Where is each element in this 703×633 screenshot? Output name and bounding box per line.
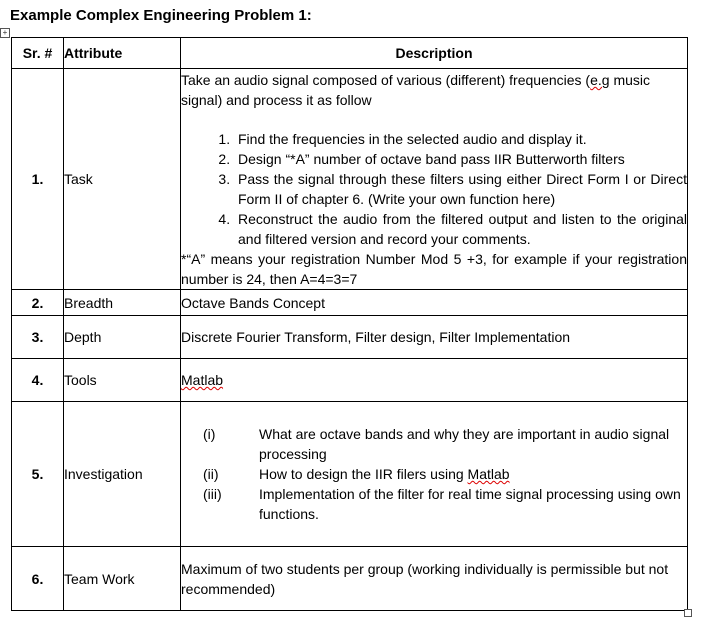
table-row-teamwork: [12, 547, 688, 611]
header-attribute: Attribute: [64, 38, 181, 69]
spellcheck-word: Matlab: [467, 466, 510, 482]
header-description: Description: [181, 38, 688, 69]
list-item: [181, 484, 687, 524]
task-intro: Take an audio signal composed of various (different) frequencies (e.g music signal) and process it as follow: [181, 72, 651, 108]
item-text: How to design the IIR filers using Matlab: [259, 466, 510, 482]
row-attribute: Tools: [64, 359, 181, 402]
item-numeral: (ii): [203, 466, 219, 482]
list-item: [181, 464, 687, 484]
table-resize-handle[interactable]: [684, 609, 692, 617]
row-attribute: Team Work: [64, 547, 181, 611]
row-attribute: Depth: [64, 316, 181, 359]
task-note: *“A” means your registration Number Mod 5 +3, for example if your registration number is 24, then A=4=3=7: [181, 251, 687, 287]
row-number: 3.: [12, 316, 64, 359]
row-attribute: Breadth: [64, 290, 181, 316]
task-description: [181, 69, 688, 290]
row-description: Octave Bands Concept: [181, 290, 688, 316]
spellcheck-word: Matlab: [181, 372, 224, 388]
row-number: 1.: [12, 69, 64, 290]
table-row-breadth: [12, 290, 688, 316]
list-item: 4. Reconstruct the audio from the filtered output and listen to the original and filtered version and record your comments.: [234, 209, 687, 249]
row-number: 6.: [12, 547, 64, 611]
problem-table: [11, 37, 688, 611]
investigation-list: [181, 424, 687, 524]
item-text: What are octave bands and why they are important in audio signal processing: [259, 426, 670, 462]
table-move-handle[interactable]: +: [0, 28, 10, 38]
document-title: Example Complex Engineering Problem 1:: [10, 7, 312, 24]
header-sr: Sr. #: [12, 38, 64, 69]
item-numeral: (iii): [203, 486, 222, 502]
row-attribute: Task: [64, 69, 181, 290]
row-description: Discrete Fourier Transform, Filter design, Filter Implementation: [181, 316, 688, 359]
row-description: Maximum of two students per group (working individually is permissible but not recommended): [181, 547, 688, 611]
list-item: 2. Design “*A” number of octave band pass IIR Butterworth filters: [234, 149, 687, 169]
spellcheck-word: e.g: [590, 72, 610, 88]
row-number: 4.: [12, 359, 64, 402]
investigation-description: [181, 402, 688, 547]
item-numeral: (i): [203, 426, 216, 442]
row-attribute: Investigation: [64, 402, 181, 547]
list-item: 3. Pass the signal through these filters using either Direct Form I or Direct Form II of chapter 6. (Write your own function here): [234, 169, 687, 209]
table-row-depth: [12, 316, 688, 359]
row-description: [181, 359, 688, 402]
row-number: 2.: [12, 290, 64, 316]
table-row-tools: [12, 359, 688, 402]
table-row-task: [12, 69, 688, 290]
header-row: [12, 38, 688, 69]
list-item: [181, 424, 687, 464]
task-steps-list: [181, 129, 687, 249]
item-text: Implementation of the filter for real time signal processing using own functions.: [259, 486, 681, 522]
row-number: 5.: [12, 402, 64, 547]
list-item: 1. Find the frequencies in the selected audio and display it.: [234, 129, 687, 149]
table-row-investigation: [12, 402, 688, 547]
